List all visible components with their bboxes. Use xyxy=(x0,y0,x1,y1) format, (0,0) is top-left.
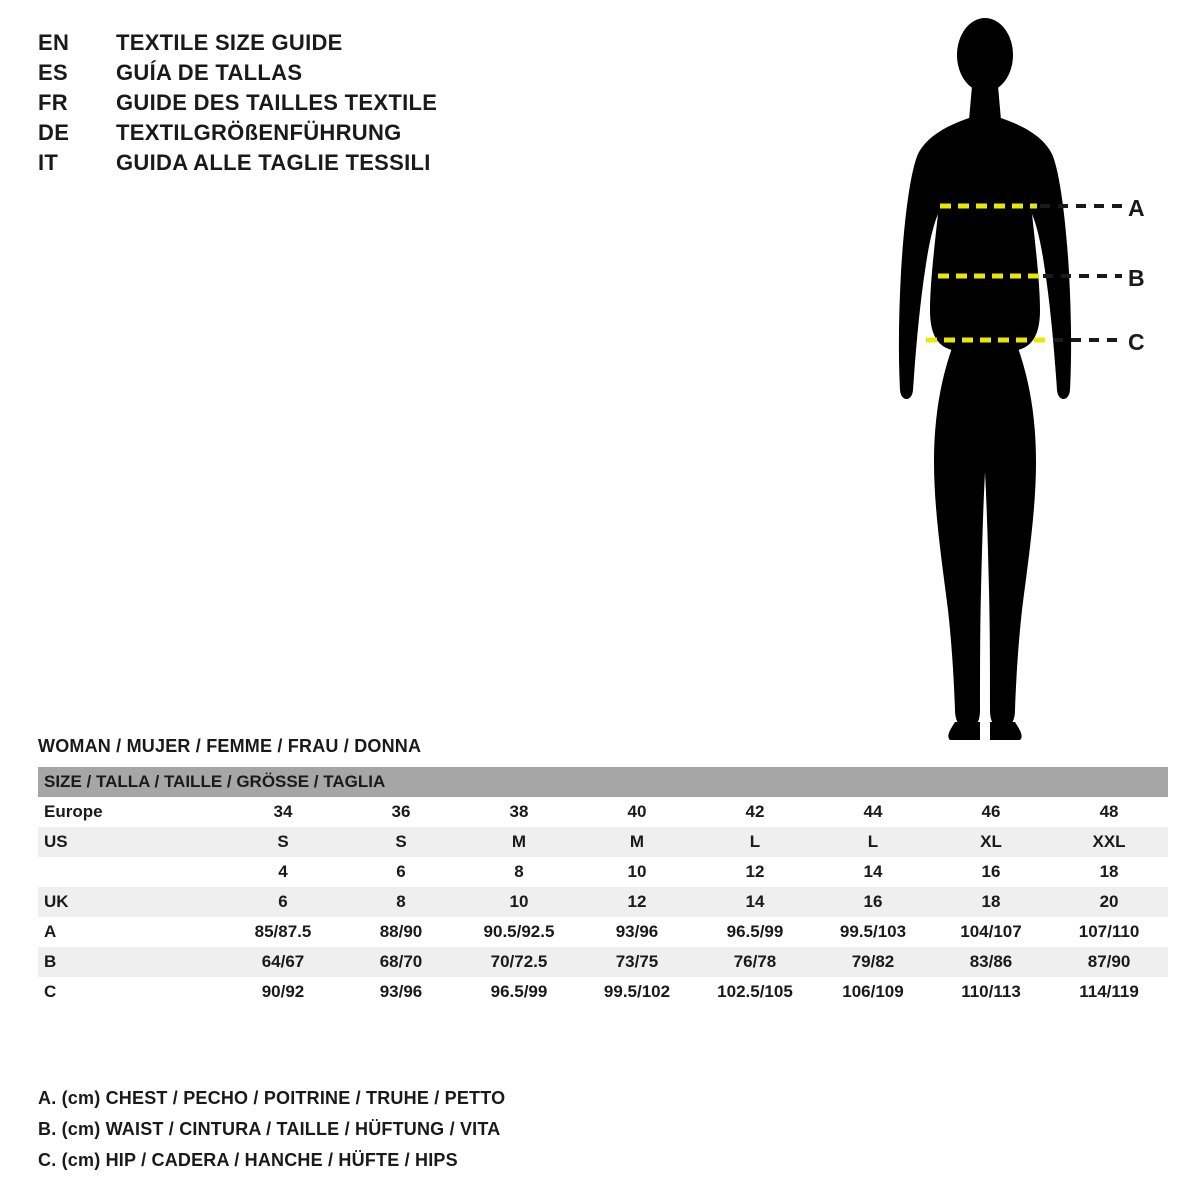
cell-b-5: 79/82 xyxy=(814,947,932,977)
cell-europe-7: 48 xyxy=(1050,797,1168,827)
title-row-en xyxy=(38,30,738,60)
cell-uk-1: 8 xyxy=(342,887,460,917)
cell-us-7: XXL xyxy=(1050,827,1168,857)
cell-a-5: 99.5/103 xyxy=(814,917,932,947)
cell-a-6: 104/107 xyxy=(932,917,1050,947)
cell-c-2: 96.5/99 xyxy=(460,977,578,1007)
title-row-de xyxy=(38,120,738,150)
size-table-area xyxy=(38,736,1166,1007)
cell-a-2: 90.5/92.5 xyxy=(460,917,578,947)
cell-us-2: M xyxy=(460,827,578,857)
cell-europe-0: 34 xyxy=(224,797,342,827)
cell-b-6: 83/86 xyxy=(932,947,1050,977)
row-label-us: US xyxy=(38,827,224,857)
cell-us-6: XL xyxy=(932,827,1050,857)
cell-a-7: 107/110 xyxy=(1050,917,1168,947)
table-header-row xyxy=(38,767,1168,797)
table-row xyxy=(38,857,1168,887)
cell-europe-1: 36 xyxy=(342,797,460,827)
cell-us-3: M xyxy=(578,827,696,857)
cell-us-4: L xyxy=(696,827,814,857)
title-row-it xyxy=(38,150,738,180)
row-label-europe: Europe xyxy=(38,797,224,827)
row-label-a: A xyxy=(38,917,224,947)
cell-usnum-6: 16 xyxy=(932,857,1050,887)
female-silhouette-icon xyxy=(860,10,1190,750)
table-row xyxy=(38,947,1168,977)
cell-c-1: 93/96 xyxy=(342,977,460,1007)
cell-c-7: 114/119 xyxy=(1050,977,1168,1007)
cell-c-4: 102.5/105 xyxy=(696,977,814,1007)
section-label: WOMAN / MUJER / FEMME / FRAU / DONNA xyxy=(38,736,422,756)
title-lang-en: EN xyxy=(38,30,70,55)
title-lang-es: ES xyxy=(38,60,68,85)
cell-a-3: 93/96 xyxy=(578,917,696,947)
cell-c-6: 110/113 xyxy=(932,977,1050,1007)
row-label-b: B xyxy=(38,947,224,977)
footnote-c: C. (cm) HIP / CADERA / HANCHE / HÜFTE / HIPS xyxy=(38,1150,458,1170)
title-text-es: GUÍA DE TALLAS xyxy=(116,60,303,85)
cell-usnum-2: 8 xyxy=(460,857,578,887)
cell-usnum-3: 10 xyxy=(578,857,696,887)
cell-us-5: L xyxy=(814,827,932,857)
cell-uk-7: 20 xyxy=(1050,887,1168,917)
cell-usnum-4: 12 xyxy=(696,857,814,887)
title-row-fr xyxy=(38,90,738,120)
title-lang-fr: FR xyxy=(38,90,68,115)
cell-b-2: 70/72.5 xyxy=(460,947,578,977)
table-header-label: SIZE / TALLA / TAILLE / GRÖSSE / TAGLIA xyxy=(38,767,1168,797)
cell-uk-3: 12 xyxy=(578,887,696,917)
title-text-it: GUIDA ALLE TAGLIE TESSILI xyxy=(116,150,431,175)
cell-us-0: S xyxy=(224,827,342,857)
cell-usnum-1: 6 xyxy=(342,857,460,887)
measure-label-b: B xyxy=(1128,265,1145,291)
measure-label-a: A xyxy=(1128,195,1145,221)
cell-europe-3: 40 xyxy=(578,797,696,827)
cell-europe-4: 42 xyxy=(696,797,814,827)
cell-uk-2: 10 xyxy=(460,887,578,917)
title-lang-de: DE xyxy=(38,120,70,145)
title-block xyxy=(38,30,738,180)
table-row xyxy=(38,827,1168,857)
cell-usnum-5: 14 xyxy=(814,857,932,887)
cell-b-7: 87/90 xyxy=(1050,947,1168,977)
size-table xyxy=(38,767,1168,1007)
measurement-figure xyxy=(860,10,1190,750)
measure-label-c: C xyxy=(1128,329,1145,355)
cell-b-0: 64/67 xyxy=(224,947,342,977)
table-row xyxy=(38,797,1168,827)
cell-europe-6: 46 xyxy=(932,797,1050,827)
footnote-a: A. (cm) CHEST / PECHO / POITRINE / TRUHE / PETTO xyxy=(38,1088,506,1108)
cell-uk-5: 16 xyxy=(814,887,932,917)
footnotes xyxy=(38,1088,838,1181)
cell-us-1: S xyxy=(342,827,460,857)
cell-uk-6: 18 xyxy=(932,887,1050,917)
title-row-es xyxy=(38,60,738,90)
cell-europe-2: 38 xyxy=(460,797,578,827)
row-label-c: C xyxy=(38,977,224,1007)
cell-uk-4: 14 xyxy=(696,887,814,917)
title-text-de: TEXTILGRÖßENFÜHRUNG xyxy=(116,120,402,145)
table-row xyxy=(38,917,1168,947)
table-row xyxy=(38,887,1168,917)
cell-c-5: 106/109 xyxy=(814,977,932,1007)
cell-uk-0: 6 xyxy=(224,887,342,917)
cell-b-4: 76/78 xyxy=(696,947,814,977)
row-label-us-numeric xyxy=(38,857,224,887)
cell-europe-5: 44 xyxy=(814,797,932,827)
cell-c-0: 90/92 xyxy=(224,977,342,1007)
cell-b-1: 68/70 xyxy=(342,947,460,977)
cell-usnum-0: 4 xyxy=(224,857,342,887)
title-lang-it: IT xyxy=(38,150,59,175)
cell-a-4: 96.5/99 xyxy=(696,917,814,947)
title-text-fr: GUIDE DES TAILLES TEXTILE xyxy=(116,90,438,115)
table-row xyxy=(38,977,1168,1007)
title-text-en: TEXTILE SIZE GUIDE xyxy=(116,30,343,55)
cell-a-1: 88/90 xyxy=(342,917,460,947)
cell-c-3: 99.5/102 xyxy=(578,977,696,1007)
cell-usnum-7: 18 xyxy=(1050,857,1168,887)
row-label-uk: UK xyxy=(38,887,224,917)
cell-b-3: 73/75 xyxy=(578,947,696,977)
cell-a-0: 85/87.5 xyxy=(224,917,342,947)
footnote-b: B. (cm) WAIST / CINTURA / TAILLE / HÜFTUNG / VITA xyxy=(38,1119,501,1139)
